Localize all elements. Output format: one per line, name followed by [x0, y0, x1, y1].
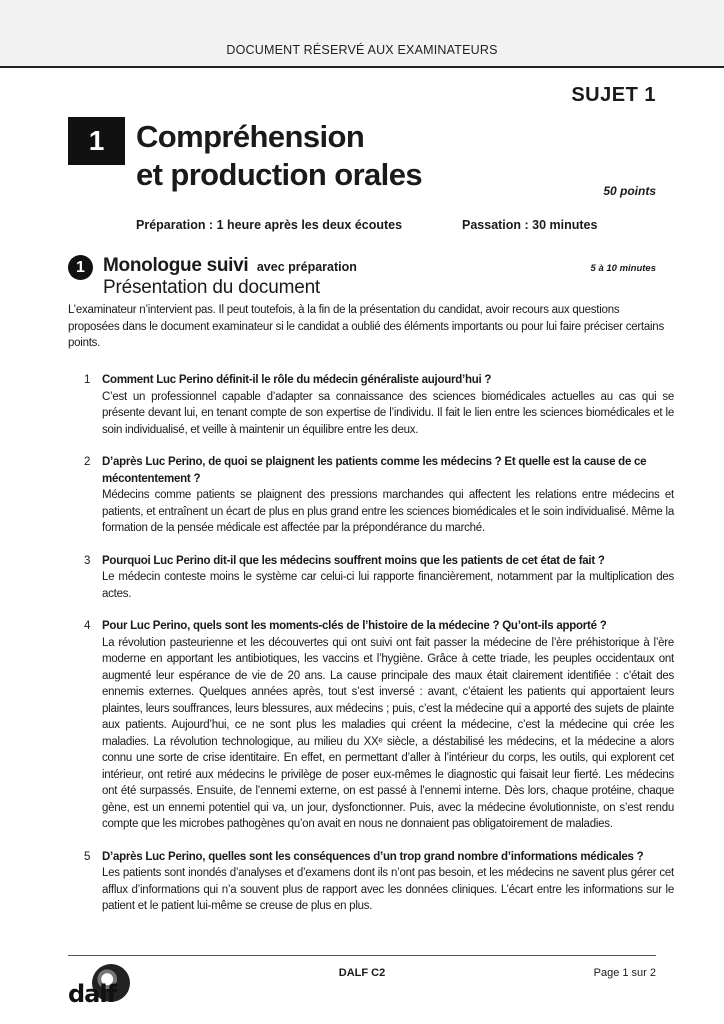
- question-text: Comment Luc Perino définit-il le rôle du médecin généraliste aujourd’hui ?: [102, 374, 492, 386]
- part-title: [103, 255, 357, 277]
- answer-text: Le médecin conteste moins le système car celui-ci lui rapporte financièrement, notamment par la multiplication des actes.: [102, 571, 674, 600]
- part-number-circle: 1: [68, 255, 93, 280]
- question-number: 5: [84, 850, 91, 863]
- preparation-info: Préparation : 1 heure après les deux écoutes: [136, 218, 403, 232]
- section-title-line2: et production orales: [136, 157, 422, 192]
- question-item: [84, 454, 674, 537]
- part-title-suffix: avec préparation: [256, 260, 357, 274]
- answer-text: La révolution pasteurienne et les découvertes qui ont suivi ont fait passer la médecine de l’ère préhistorique à l’ère moderne en apportant les antibiotiques, les vaccins et l’hygiène. Grâce à cette triade, les peuples occidentaux ont augmenté leur espérance de vie de 20 ans. La cause principale des maux était clairement identifiée : c’était des ennemis externes. Quelques années après, tout s’est inversé : avant, c’étaient les patients qui apportaient leurs plaintes, leurs souffrances, leurs blessures, aux médecins ; puis, c’est la médecine qui a apporté des sujets de plainte aux patients. Aujourd’hui, ce ne sont plus les maladies qui créent la médecine, c’est la médecine qui crée les maladies. La révolution technologique, au milieu du XXᵉ siècle, a déstabilisé les médecins, et la médecine a alors connu une sorte de crise identitaire. En effet, en permettant d’aller à l’intérieur du corps, les outils, qui explorent cet intérieur, ont retiré aux médecins le privilège de poser eux-mêmes le diagnostic qui faisait leur fierté. Les médecins ont été surpassés. Ensuite, de l’ennemi externe, on est passé à l’ennemi interne. Dès lors, chaque protéine, chaque gène, est un ennemi potentiel qui va, un jour, dysfonctionner. Puis, avec la médecine évolutionniste, on s’est rendu compte que les microbes pathogènes qu’on avait en nous ne donnaient pas obligatoirement de maladies.: [102, 636, 674, 830]
- answer-text: Les patients sont inondés d’analyses et d’examens dont ils n’ont pas besoin, et les médecins ne savent plus gérer cet afflux d’informations qui n’a souvent plus de rapport avec les données cliniques. L’écart entre les informations sur le patient et le patient lui-même se creuse de plus en plus.: [102, 867, 674, 912]
- part-title-main: Monologue suivi: [103, 255, 249, 276]
- question-item: [84, 553, 674, 603]
- question-text: Pourquoi Luc Perino dit-il que les médecins souffrent moins que les patients de cet état de fait ?: [102, 554, 605, 567]
- question-number: 4: [84, 620, 91, 632]
- question-text: Pour Luc Perino, quels sont les moments-clés de l’histoire de la médecine ? Qu’ont-ils apporté ?: [102, 620, 607, 632]
- passation-info: Passation : 30 minutes: [462, 218, 598, 232]
- header-title: DOCUMENT RÉSERVÉ AUX EXAMINATEURS: [226, 43, 498, 57]
- answer-text: Médecins comme patients se plaignent des pressions marchandes qui affectent les relations entre médecins et patients, et entraînent un écart de plus en plus grand entre les sciences biomédicales et le soin individualisé. Même la formation de la pensée médicale est affectée par la prépondérance du marché.: [102, 489, 674, 534]
- section-points: 50 points: [603, 184, 656, 198]
- question-number: 1: [84, 374, 91, 386]
- page-number: Page 1 sur 2: [593, 967, 656, 979]
- footer-divider: [68, 955, 656, 956]
- sujet-label: SUJET 1: [571, 84, 656, 106]
- question-number: 3: [84, 554, 91, 567]
- question-text: D’après Luc Perino, de quoi se plaignent les patients comme les médecins ? Et quelle est la cause de ce mécontentement ?: [102, 456, 647, 485]
- part-duration: 5 à 10 minutes: [590, 263, 656, 274]
- intro-paragraph: L’examinateur n’intervient pas. Il peut toutefois, à la fin de la présentation du candidat, avoir recours aux questions proposées dans le document examinateur si le candidat a oublié des éléments importants ou pour lui faire préciser certains points.: [68, 304, 664, 349]
- question-list: [84, 372, 674, 931]
- question-item: [84, 618, 674, 833]
- part-subtitle: Présentation du document: [103, 277, 321, 298]
- answer-text: C’est un professionnel capable d’adapter sa connaissance des sciences biomédicales actuelles au cas qui se présente devant lui, en tenant compte de son expertise de l’individu. Il fait le lien entre les sciences biomédicales et le soin individualisé, et veille à maintenir un équilibre entre les deux.: [102, 390, 674, 436]
- question-item: [84, 849, 674, 915]
- header-band: [0, 0, 724, 68]
- section-title-line1: Compréhension: [136, 119, 365, 154]
- section-title: [136, 118, 422, 194]
- question-item: [84, 372, 674, 438]
- footer-exam-name: DALF C2: [338, 967, 386, 979]
- question-text: D’après Luc Perino, quelles sont les conséquences d’un trop grand nombre d’informations médicales ?: [102, 850, 644, 863]
- section-number-box: 1: [68, 117, 125, 165]
- logo-text: dalf: [68, 980, 117, 1008]
- question-number: 2: [84, 456, 91, 468]
